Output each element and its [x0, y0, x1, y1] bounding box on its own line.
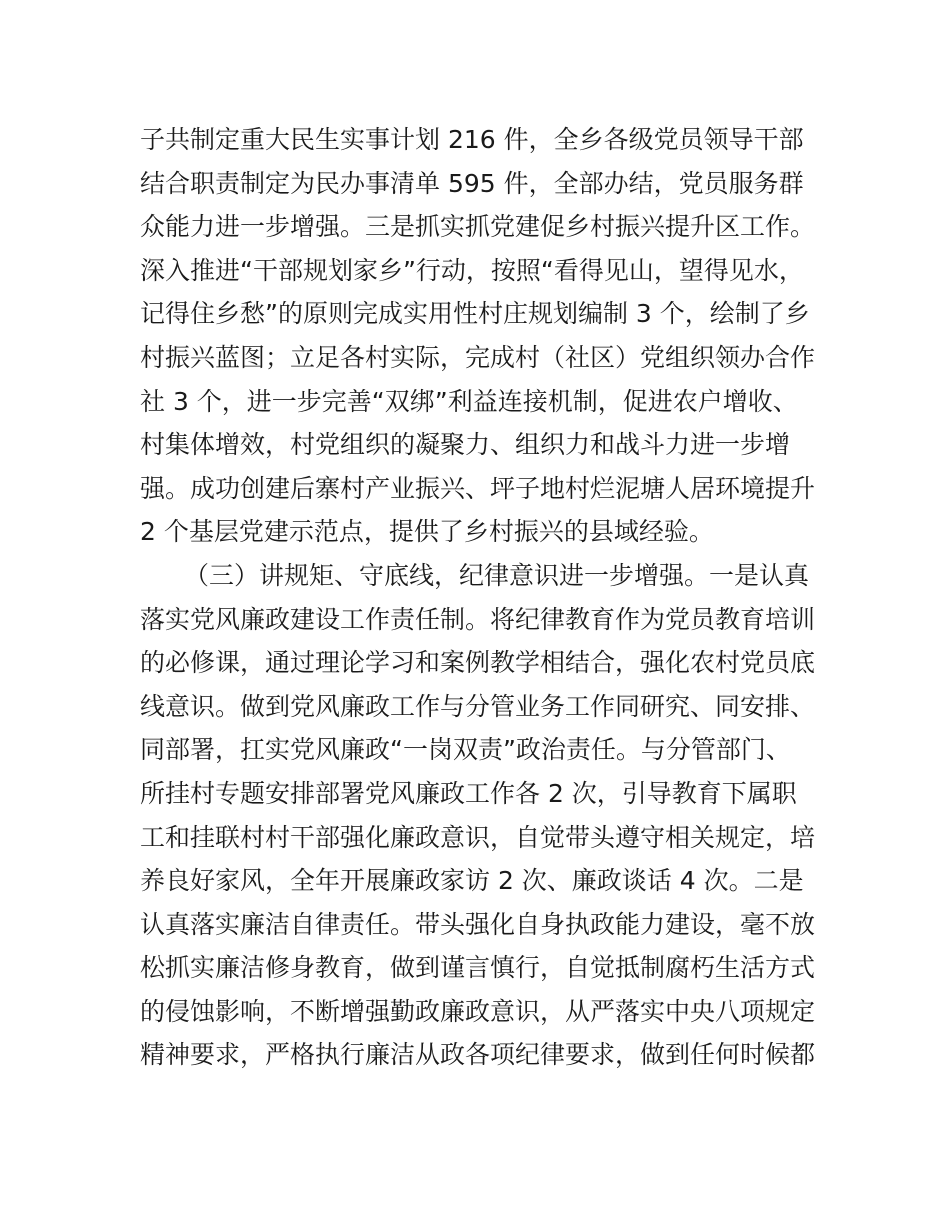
- text-line: 强。成功创建后寨村产业振兴、坪子地村烂泥塘人居环境提升: [140, 473, 816, 503]
- text-line: 线意识。做到党风廉政工作与分管业务工作同研究、同安排、: [140, 691, 816, 721]
- text-line: 社 3 个，进一步完善“双绑”利益连接机制，促进农户增收、: [140, 386, 798, 416]
- text-line: 落实党风廉政建设工作责任制。将纪律教育作为党员教育培训: [140, 604, 816, 634]
- text-line: 的侵蚀影响，不断增强勤政廉政意识，从严落实中央八项规定: [140, 996, 816, 1026]
- text-line: 的必修课，通过理论学习和案例教学相结合，强化农村党员底: [140, 648, 816, 678]
- text-line: 记得住乡愁”的原则完成实用性村庄规划编制 3 个，绘制了乡: [140, 299, 810, 329]
- text-line: 松抓实廉洁修身教育，做到谨言慎行，自觉抵制腐朽生活方式: [140, 953, 816, 983]
- text-line: 所挂村专题安排部署党风廉政工作各 2 次，引导教育下属职: [140, 778, 797, 808]
- section-heading-line: （三）讲规矩、守底线，纪律意识进一步增强。一是认真: [184, 560, 810, 590]
- text-line: 深入推进“干部规划家乡”行动，按照“看得见山，望得见水，: [140, 255, 804, 285]
- text-line: 子共制定重大民生实事计划 216 件，全乡各级党员领导干部: [140, 125, 804, 154]
- text-line: 2 个基层党建示范点，提供了乡村振兴的县域经验。: [140, 517, 714, 547]
- body-text: [140, 118, 820, 1077]
- text-line: 村集体增效，村党组织的凝聚力、组织力和战斗力进一步增: [140, 430, 791, 460]
- text-line: 结合职责制定为民办事清单 595 件，全部办结，党员服务群: [140, 168, 804, 198]
- text-line: 工和挂联村村干部强化廉政意识，自觉带头遵守相关规定，培: [140, 822, 816, 852]
- text-line: 精神要求，严格执行廉洁从政各项纪律要求，做到任何时候都: [140, 1040, 816, 1070]
- text-line: 认真落实廉洁自律责任。带头强化自身执政能力建设，毫不放: [140, 909, 816, 939]
- text-line: 同部署，扛实党风廉政“一岗双责”政治责任。与分管部门、: [140, 735, 791, 765]
- text-line: 养良好家风，全年开展廉政家访 2 次、廉政谈话 4 次。二是: [140, 866, 804, 896]
- text-line: 村振兴蓝图；立足各村实际，完成村（社区）党组织领办合作: [140, 342, 816, 372]
- text-line: 众能力进一步增强。三是抓实抓党建促乡村振兴提升区工作。: [140, 212, 816, 242]
